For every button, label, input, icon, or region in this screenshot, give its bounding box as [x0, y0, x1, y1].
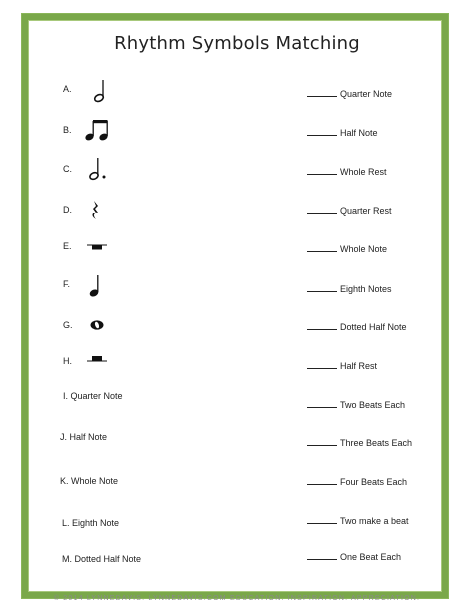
- item-label-h: H.: [63, 356, 72, 366]
- answer-label: Two make a beat: [340, 516, 409, 526]
- answer-label: Eighth Notes: [340, 284, 392, 294]
- answer-blank[interactable]: [307, 213, 337, 214]
- half-rest-icon: [86, 354, 108, 368]
- answer-blank[interactable]: [307, 368, 337, 369]
- answer-label: Four Beats Each: [340, 477, 408, 487]
- beat-item-i: I. Quarter Note: [63, 391, 123, 401]
- quarter-rest-icon: [90, 199, 102, 221]
- item-label-c: C.: [63, 164, 72, 174]
- answer-row: [307, 477, 407, 487]
- answer-blank[interactable]: [307, 407, 337, 408]
- answer-row: [307, 206, 392, 216]
- answer-label: Three Beats Each: [340, 438, 413, 448]
- answer-row: [307, 516, 409, 526]
- answer-row: [307, 438, 412, 448]
- answer-row: [307, 361, 377, 371]
- answer-row: [307, 89, 392, 99]
- answer-row: [307, 128, 378, 138]
- answer-row: [307, 322, 407, 332]
- worksheet-title: Rhythm Symbols Matching: [114, 33, 360, 54]
- item-label-a: A.: [63, 84, 72, 94]
- answer-blank[interactable]: [307, 291, 337, 292]
- answer-label: Dotted Half Note: [340, 322, 407, 332]
- whole-rest-icon: [86, 240, 108, 256]
- answer-label: Quarter Note: [340, 89, 393, 99]
- beat-item-k: K. Whole Note: [60, 476, 119, 486]
- half-note-icon: [92, 78, 112, 104]
- answer-label: Two Beats Each: [340, 400, 406, 410]
- beat-item-m: M. Dotted Half Note: [62, 554, 142, 564]
- item-label-e: E.: [63, 241, 72, 251]
- answer-row: [307, 400, 405, 410]
- answer-label: Whole Note: [340, 244, 388, 254]
- answer-blank[interactable]: [307, 559, 337, 560]
- eighth-notes-icon: [84, 117, 112, 143]
- answer-blank[interactable]: [307, 135, 337, 136]
- item-label-b: B.: [63, 125, 72, 135]
- item-label-g: G.: [63, 320, 73, 330]
- answer-blank[interactable]: [307, 329, 337, 330]
- answer-blank[interactable]: [307, 523, 337, 524]
- dotted-half-note-icon: [88, 156, 112, 182]
- item-label-f: F.: [63, 279, 71, 289]
- answer-row: [307, 244, 387, 254]
- worksheet-border: [22, 14, 448, 598]
- beat-item-j: J. Half Note: [60, 432, 108, 442]
- copyright-footer: © 2014 LYNNEDAVIS. LYNNEDAVIS.COM EDUCATION. INSPIRATION. APPRECIATION.: [53, 595, 421, 602]
- answer-row: [307, 552, 401, 562]
- quarter-note-icon: [88, 273, 106, 299]
- item-label-d: D.: [63, 205, 72, 215]
- answer-blank[interactable]: [307, 251, 337, 252]
- beat-item-l: L. Eighth Note: [62, 518, 120, 528]
- answer-blank[interactable]: [307, 174, 337, 175]
- answer-blank[interactable]: [307, 445, 337, 446]
- answer-blank[interactable]: [307, 96, 337, 97]
- answer-blank[interactable]: [307, 484, 337, 485]
- answer-label: Half Note: [340, 128, 378, 138]
- answer-label: One Beat Each: [340, 552, 402, 562]
- answer-row: [307, 284, 392, 294]
- answer-label: Quarter Rest: [340, 206, 392, 216]
- answer-row: [307, 167, 387, 177]
- answer-label: Whole Rest: [340, 167, 387, 177]
- answer-label: Half Rest: [340, 361, 378, 371]
- whole-note-icon: [88, 318, 106, 332]
